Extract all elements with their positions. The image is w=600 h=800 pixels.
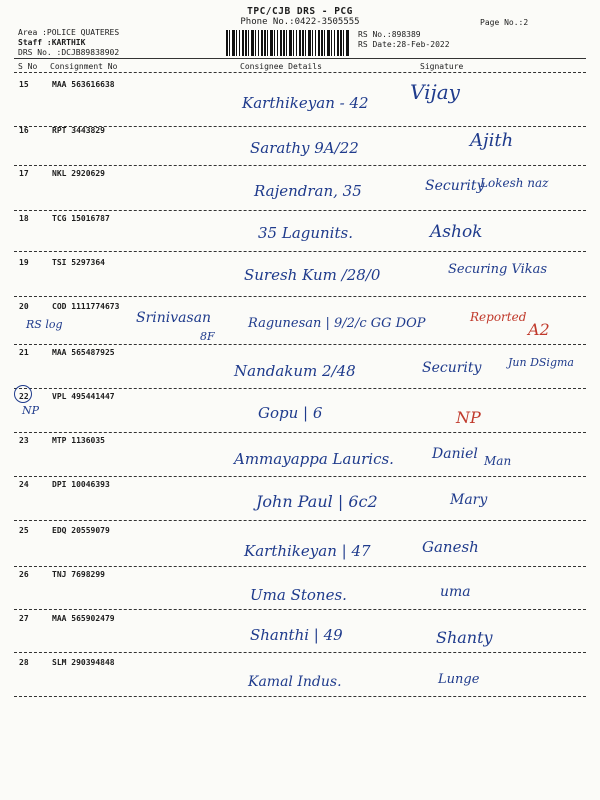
- row-consignment: MAA 565902479: [52, 614, 115, 623]
- divider: [14, 58, 586, 59]
- annotation-text: Lokesh naz: [480, 176, 549, 190]
- consignee-handwriting: Rajendran, 35: [254, 182, 362, 200]
- signature-handwriting: Vijay: [410, 80, 460, 104]
- row-divider: [14, 165, 586, 166]
- annotation-text: NP: [22, 404, 40, 417]
- row-consignment: SLM 290394848: [52, 658, 115, 667]
- signature-handwriting: Lunge: [438, 672, 480, 687]
- row-sno: 25: [19, 526, 29, 535]
- row-divider: [14, 251, 586, 252]
- row-consignment: DPI 10046393: [52, 480, 110, 489]
- annotation-text: RS log: [26, 318, 63, 331]
- consignee-handwriting: Nandakum 2/48: [234, 362, 356, 380]
- staff-field: Staff :KARTHIK: [18, 38, 86, 47]
- annotation-text: Jun DSigma: [508, 356, 574, 369]
- row-divider: [14, 609, 586, 610]
- row-consignment: TNJ 7698299: [52, 570, 105, 579]
- barcode: [226, 30, 350, 56]
- annotation-text: Srinivasan: [136, 310, 212, 326]
- signature-handwriting: Ajith: [470, 130, 514, 151]
- signature-handwriting: Ashok: [430, 222, 483, 242]
- consignee-handwriting: John Paul | 6c2: [256, 492, 378, 511]
- row-consignment: TCG 15016787: [52, 214, 110, 223]
- area-field: Area :POLICE QUATERES: [18, 28, 120, 37]
- consignee-handwriting: Karthikeyan | 47: [244, 542, 371, 560]
- annotation-text: Man: [484, 454, 512, 468]
- signature-handwriting: Shanty: [436, 628, 493, 647]
- header-left-info: [18, 28, 119, 58]
- row-consignment: COD 1111774673: [52, 302, 120, 311]
- row-sno: 28: [19, 658, 29, 667]
- phone-number: Phone No.:0422-3505555: [240, 17, 360, 27]
- row-sno: 24: [19, 480, 29, 489]
- signature-handwriting: Securing Vikas: [448, 262, 548, 277]
- row-divider: [14, 432, 586, 433]
- row-divider: [14, 210, 586, 211]
- row-divider: [14, 344, 586, 345]
- annotation-text: A2: [528, 320, 550, 339]
- annotation-text: NP: [456, 408, 481, 427]
- header-right-info: [358, 30, 450, 50]
- consignee-handwriting: Suresh Kum /28/0: [244, 266, 381, 284]
- rs-number: RS No.:898389: [358, 30, 421, 39]
- consignee-handwriting: Karthikeyan - 42: [242, 94, 369, 112]
- row-divider: [14, 476, 586, 477]
- rs-date: RS Date:28-Feb-2022: [358, 40, 450, 49]
- row-divider: [14, 566, 586, 567]
- row-sno: 27: [19, 614, 29, 623]
- row-sno: 18: [19, 214, 29, 223]
- row-sno: 22: [19, 392, 29, 401]
- consignee-handwriting: Kamal Indus.: [248, 674, 342, 690]
- signature-handwriting: Daniel: [432, 446, 478, 462]
- row-divider: [14, 652, 586, 653]
- row-sno: 17: [19, 169, 29, 178]
- signature-handwriting: Security: [425, 178, 485, 194]
- page-number: Page No.:2: [480, 18, 529, 27]
- consignee-handwriting: Ammayappa Laurics.: [234, 450, 394, 468]
- annotation-text: 8F: [200, 330, 215, 343]
- row-sno: 15: [19, 80, 29, 89]
- row-consignment: RPT 3443829: [52, 126, 105, 135]
- signature-handwriting: Ganesh: [422, 538, 479, 556]
- sheet-title: TPC/CJB DRS - PCG: [247, 6, 353, 17]
- divider: [14, 72, 586, 73]
- row-divider: [14, 520, 586, 521]
- signature-handwriting: Mary: [450, 492, 488, 508]
- row-sno: 16: [19, 126, 29, 135]
- row-sno: 19: [19, 258, 29, 267]
- consignee-handwriting: 35 Lagunits.: [258, 224, 353, 242]
- row-consignment: EDQ 20559079: [52, 526, 110, 535]
- consignee-handwriting: Shanthi | 49: [250, 626, 343, 644]
- row-sno: 26: [19, 570, 29, 579]
- row-consignment: MTP 1136035: [52, 436, 105, 445]
- consignee-handwriting: Uma Stones.: [250, 586, 347, 604]
- consignee-handwriting: Gopu | 6: [258, 404, 323, 422]
- row-consignment: TSI 5297364: [52, 258, 105, 267]
- col-signature: Signature: [420, 62, 464, 71]
- row-consignment: MAA 563616638: [52, 80, 115, 89]
- signature-handwriting: uma: [440, 584, 471, 600]
- row-divider: [14, 296, 586, 297]
- col-consignment: Consignment No: [50, 62, 118, 71]
- row-sno: 23: [19, 436, 29, 445]
- consignee-handwriting: Ragunesan | 9/2/c GG DOP: [248, 316, 426, 331]
- consignee-handwriting: Sarathy 9A/22: [250, 139, 359, 157]
- row-consignment: VPL 495441447: [52, 392, 115, 401]
- row-sno: 20: [19, 302, 29, 311]
- row-sno: 21: [19, 348, 29, 357]
- row-consignment: NKL 2920629: [52, 169, 105, 178]
- signature-handwriting: Reported: [470, 310, 527, 324]
- row-divider: [14, 696, 586, 697]
- col-consignee: Consignee Details: [240, 62, 322, 71]
- signature-handwriting: Security: [422, 360, 482, 376]
- row-divider: [14, 388, 586, 389]
- row-consignment: MAA 565487925: [52, 348, 115, 357]
- col-sno: S No: [18, 62, 38, 71]
- drs-number: DRS No. :DCJB89838902: [18, 48, 120, 57]
